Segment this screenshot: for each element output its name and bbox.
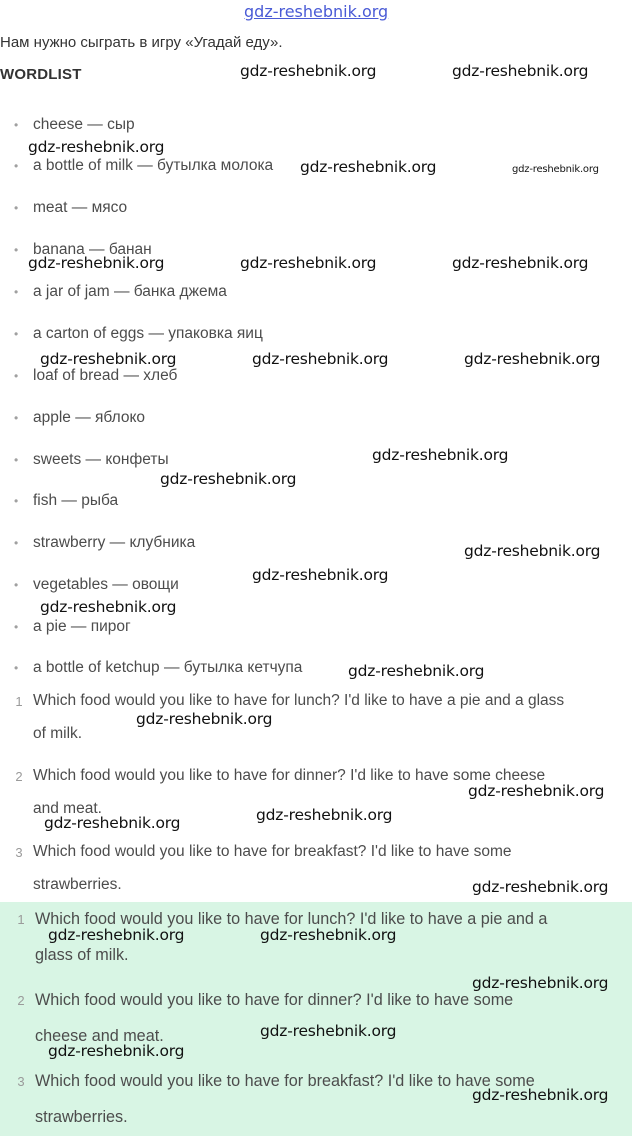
watermark: gdz-reshebnik.org — [348, 662, 485, 680]
list-item-text: a carton of eggs — упаковка яиц — [33, 325, 263, 342]
item-number: 2 — [15, 769, 23, 784]
list-item-text: sweets — конфеты — [33, 451, 169, 468]
watermark: gdz-reshebnik.org — [240, 62, 377, 80]
bullet-icon: • — [14, 159, 19, 173]
watermark: gdz-reshebnik.org — [48, 926, 185, 944]
list-item-text: a bottle of milk — бутылка молока — [33, 157, 274, 174]
item-line: and meat. — [33, 800, 102, 817]
list-item-text: vegetables — овощи — [33, 576, 179, 593]
watermark: gdz-reshebnik.org — [256, 806, 393, 824]
bullet-icon: • — [14, 453, 19, 467]
bullet-icon: • — [14, 494, 19, 508]
watermark: gdz-reshebnik.org — [472, 878, 609, 896]
item-line: Which food would you like to have for breakfast? I'd like to have some — [35, 1072, 535, 1090]
bullet-icon: • — [14, 620, 19, 634]
list-item — [14, 490, 118, 512]
watermark: gdz-reshebnik.org — [160, 470, 297, 488]
bullet-icon: • — [14, 285, 19, 299]
item-number: 3 — [17, 1074, 25, 1089]
watermark: gdz-reshebnik.org — [472, 974, 609, 992]
watermark: gdz-reshebnik.org — [136, 710, 273, 728]
item-number: 1 — [17, 912, 25, 927]
list-item — [14, 532, 195, 554]
list-item-text: loaf of bread — хлеб — [33, 367, 178, 384]
list-item — [14, 616, 131, 638]
bullet-icon: • — [14, 201, 19, 215]
watermark: gdz-reshebnik.org — [452, 254, 589, 272]
item-line: Which food would you like to have for lunch? I'd like to have a pie and a — [35, 910, 548, 928]
list-item — [14, 114, 135, 136]
watermark: gdz-reshebnik.org — [300, 158, 437, 176]
bullet-icon: • — [14, 578, 19, 592]
watermark: gdz-reshebnik.org — [464, 350, 601, 368]
watermark: gdz-reshebnik.org — [472, 1086, 609, 1104]
list-item-text: cheese — сыр — [33, 116, 135, 133]
list-item — [14, 197, 127, 219]
item-number: 3 — [15, 845, 23, 860]
bullet-icon: • — [14, 118, 19, 132]
watermark: gdz-reshebnik.org — [260, 1022, 397, 1040]
item-line: glass of milk. — [35, 946, 129, 964]
item-line: Which food would you like to have for breakfast? I'd like to have some — [33, 843, 512, 860]
item-number: 1 — [15, 694, 23, 709]
list-item — [14, 449, 169, 471]
watermark: gdz-reshebnik.org — [468, 782, 605, 800]
bullet-icon: • — [14, 661, 19, 675]
list-item-text: apple — яблоко — [33, 409, 146, 426]
watermark: gdz-reshebnik.org — [452, 62, 589, 80]
list-item — [14, 281, 227, 303]
list-item-text: a jar of jam — банка джема — [33, 283, 227, 300]
list-item-text: meat — мясо — [33, 199, 128, 216]
list-item-text: banana — банан — [33, 241, 152, 258]
list-item — [14, 323, 263, 345]
bullet-icon: • — [14, 536, 19, 550]
watermark: gdz-reshebnik.org — [28, 138, 165, 156]
list-item — [14, 365, 177, 387]
watermark: gdz-reshebnik.org — [240, 254, 377, 272]
watermark: gdz-reshebnik.org — [44, 814, 181, 832]
item-line: Which food would you like to have for lunch? I'd like to have a pie and a glass — [33, 692, 565, 709]
item-line: Which food would you like to have for dinner? I'd like to have some — [35, 991, 514, 1009]
list-item-text: strawberry — клубника — [33, 534, 196, 551]
bullet-icon: • — [14, 411, 19, 425]
bullet-icon: • — [14, 369, 19, 383]
item-number: 2 — [17, 993, 25, 1008]
watermark: gdz-reshebnik.org — [252, 566, 389, 584]
list-item — [14, 657, 302, 679]
list-item-text: a pie — пирог — [33, 618, 131, 635]
watermark: gdz-reshebnik.org — [48, 1042, 185, 1060]
watermark: gdz-reshebnik.org — [260, 926, 397, 944]
watermark: gdz-reshebnik.org — [372, 446, 509, 464]
list-item — [14, 407, 145, 429]
intro-text: Нам нужно сыграть в игру «Угадай еду». — [0, 34, 283, 51]
list-item — [14, 155, 273, 177]
item-line: of milk. — [33, 725, 83, 742]
watermark: gdz-reshebnik.org — [512, 164, 599, 175]
list-item-text: a bottle of ketchup — бутылка кетчупа — [33, 659, 303, 676]
site-link[interactable]: gdz-reshebnik.org — [244, 2, 389, 21]
item-line: cheese and meat. — [35, 1027, 164, 1045]
watermark: gdz-reshebnik.org — [28, 254, 165, 272]
wordlist-heading: WORDLIST — [0, 66, 82, 83]
watermark: gdz-reshebnik.org — [40, 350, 177, 368]
item-line: strawberries. — [35, 1108, 128, 1126]
list-item-text: fish — рыба — [33, 492, 119, 509]
bullet-icon: • — [14, 327, 19, 341]
list-item — [14, 574, 179, 596]
item-line: strawberries. — [33, 876, 122, 893]
watermark: gdz-reshebnik.org — [464, 542, 601, 560]
watermark: gdz-reshebnik.org — [40, 598, 177, 616]
item-line: Which food would you like to have for dinner? I'd like to have some cheese — [33, 767, 546, 784]
bullet-icon: • — [14, 243, 19, 257]
watermark: gdz-reshebnik.org — [252, 350, 389, 368]
